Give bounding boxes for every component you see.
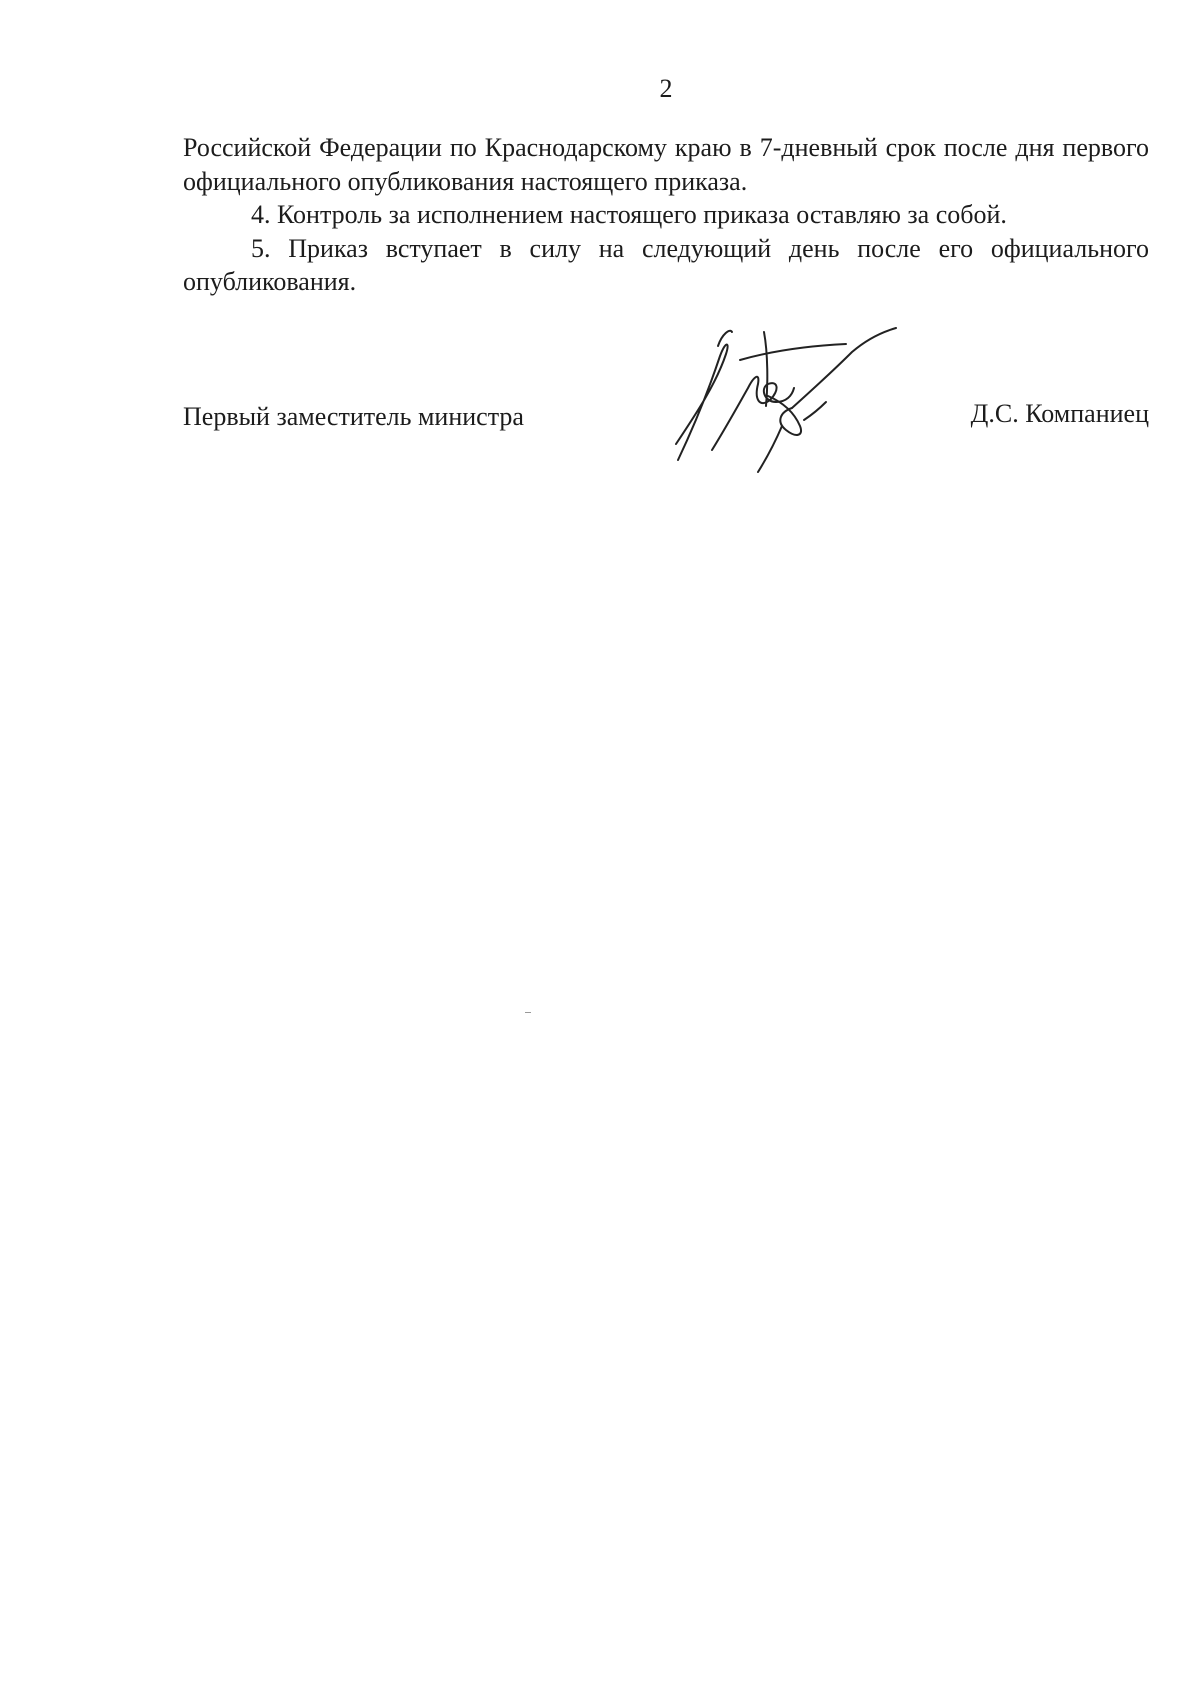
handwritten-signature-icon — [668, 326, 908, 476]
signer-name: Д.С. Компаниец — [970, 399, 1149, 428]
signer-title: Первый заместитель министра — [183, 402, 524, 431]
paragraph-item-5: 5. Приказ вступает в силу на следующий день после его официального опубликования. — [183, 233, 1149, 296]
page-number: 2 — [659, 74, 673, 103]
paragraph-continuation: Российской Федерации по Краснодарскому краю в 7-дневный срок после дня первого официального опубликования настоящего приказа. — [183, 133, 1149, 196]
scan-artifact — [525, 1012, 531, 1013]
signature-block — [0, 0, 1200, 500]
paragraph-item-4: 4. Контроль за исполнением настоящего приказа оставляю за собой. — [251, 200, 1007, 229]
